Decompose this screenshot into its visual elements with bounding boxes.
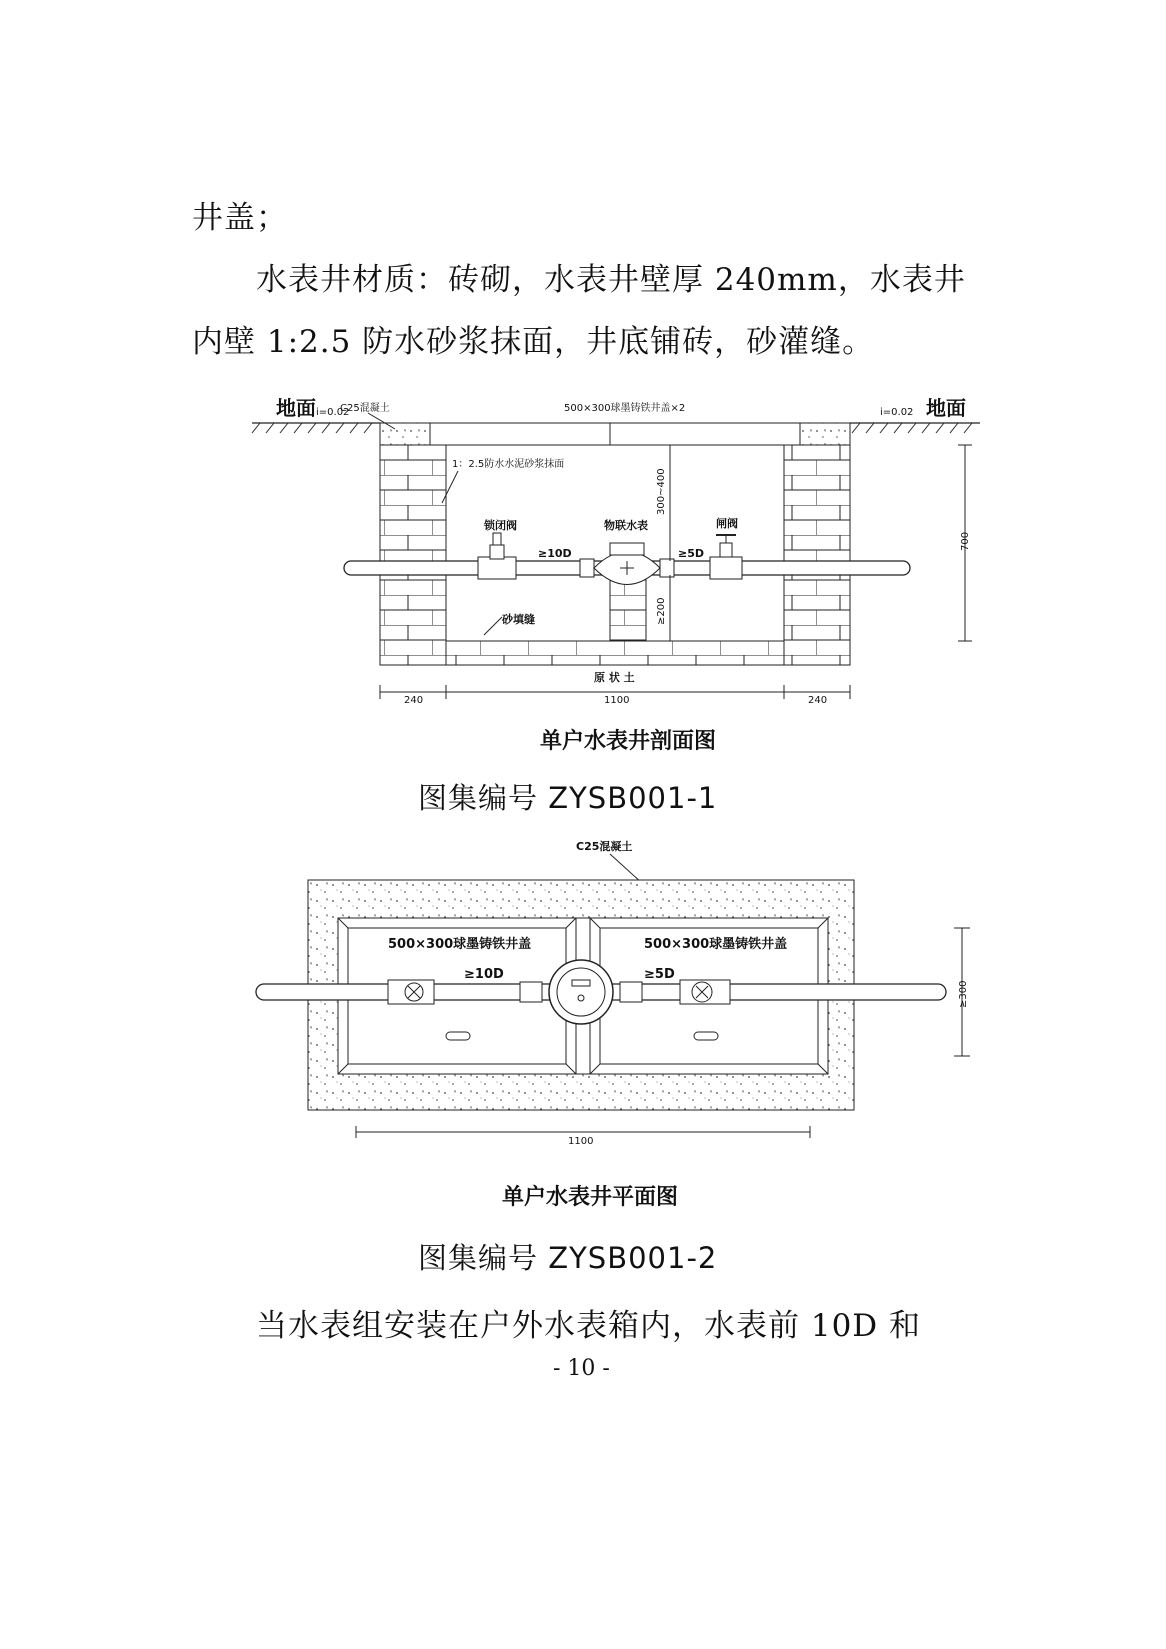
plan-concrete-label: C25混凝土	[576, 840, 633, 853]
section-caption: 单户水表井剖面图	[540, 729, 717, 754]
section-inner-width-dim: 1100	[604, 695, 630, 706]
section-slope-left: i=0.02	[316, 407, 350, 418]
section-drawing	[240, 385, 1000, 715]
plan-cover-left-label: 500×300球墨铸铁井盖	[388, 937, 532, 952]
paragraph-material-2: 内壁 1:2.5 防水砂浆抹面，井底铺砖，砂灌缝。	[192, 324, 875, 360]
section-depth-bottom: ≥200	[656, 597, 667, 625]
section-slope-right: i=0.02	[880, 407, 914, 418]
paragraph-outdoor: 当水表组安装在户外水表箱内，水表前 10D 和	[256, 1308, 922, 1344]
section-wall-right-dim: 240	[808, 695, 828, 706]
section-cover-label: 500×300球墨铸铁井盖×2	[564, 403, 686, 414]
section-meter-label: 物联水表	[604, 519, 648, 532]
plan-downstream-label: ≥5D	[644, 967, 675, 982]
section-plaster-label: 1：2.5防水水泥砂浆抹面	[452, 459, 565, 470]
section-downstream-label: ≥5D	[678, 547, 705, 560]
section-concrete-label: C25混凝土	[340, 403, 390, 414]
plan-caption: 单户水表井平面图	[502, 1185, 679, 1210]
plan-atlas-number: 图集编号 ZYSB001-2	[418, 1241, 718, 1275]
plan-cover-right-label: 500×300球墨铸铁井盖	[644, 937, 788, 952]
section-ground-left: 地面	[276, 396, 316, 420]
section-ground-right: 地面	[926, 396, 966, 420]
paragraph-cover: 井盖；	[192, 200, 288, 236]
plan-upstream-label: ≥10D	[464, 967, 504, 982]
plan-height-dim: ≥300	[958, 980, 969, 1008]
paragraph-material-1: 水表井材质：砖砌，水表井壁厚 240mm，水表井	[256, 262, 966, 298]
section-atlas-number: 图集编号 ZYSB001-1	[418, 781, 718, 815]
section-wall-left-dim: 240	[404, 695, 424, 706]
page-number: - 10 -	[553, 1356, 610, 1381]
plan-drawing	[250, 832, 990, 1152]
plan-width-dim: 1100	[568, 1136, 594, 1147]
section-sand-label: 砂填缝	[502, 613, 535, 626]
section-gate-valve-label: 闸阀	[716, 517, 738, 530]
section-height-total: 700	[960, 531, 971, 551]
section-soil-label: 原 状 土	[594, 671, 635, 684]
section-upstream-label: ≥10D	[538, 547, 572, 560]
section-lock-valve-label: 锁闭阀	[484, 519, 517, 532]
section-depth-top: 300~400	[656, 468, 667, 515]
